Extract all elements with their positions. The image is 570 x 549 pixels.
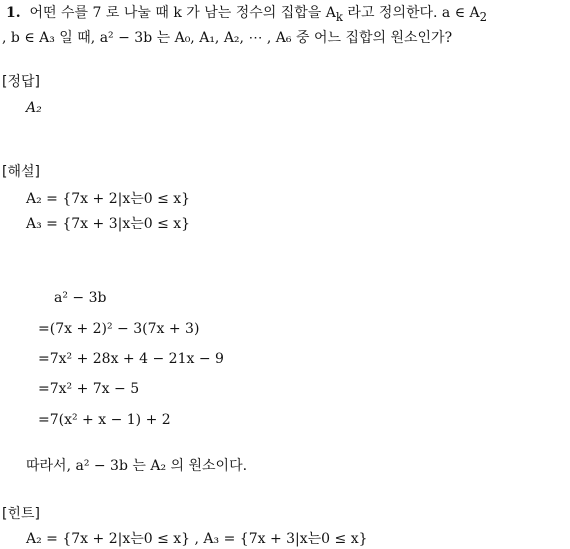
answer-value: A₂ [26,100,42,116]
problem-number: 1. [6,5,21,21]
solution-set-a2: A₂ = {7x + 2|x는0 ≤ x} [26,191,191,207]
solution-set-a3: A₃ = {7x + 3|x는0 ≤ x} [26,216,191,232]
hint-label: [힌트] [2,506,40,522]
hint-text: A₂ = {7x + 2|x는0 ≤ x} , A₃ = {7x + 3|x는0 ≤ x} [26,531,368,547]
solution-step-2: =7x² + 28x + 4 − 21x − 9 [38,351,224,367]
solution-expression-head: a² − 3b [54,290,107,306]
problem-text-1-end: 라고 정의한다. a ∈ A [342,5,480,21]
problem-text-1: 어떤 수를 7 로 나눌 때 k 가 남는 정수의 집합을 A [29,5,336,21]
solution-step-4: =7(x² + x − 1) + 2 [38,412,171,428]
solution-step-3: =7x² + 7x − 5 [38,381,140,397]
solution-conclusion: 따라서, a² − 3b 는 A₂ 의 원소이다. [26,458,248,474]
problem-subscript-k: k [335,9,343,24]
solution-step-1: =(7x + 2)² − 3(7x + 3) [38,321,200,337]
problem-subscript-2: 2 [479,9,488,24]
answer-label: [정답] [2,74,40,90]
problem-line-1 [6,4,487,26]
problem-line-2: , b ∈ A₃ 일 때, a² − 3b 는 A₀, A₁, A₂, ⋯ , A₆ 중 어느 집합의 원소인가? [2,30,453,46]
solution-label: [해설] [2,164,40,180]
